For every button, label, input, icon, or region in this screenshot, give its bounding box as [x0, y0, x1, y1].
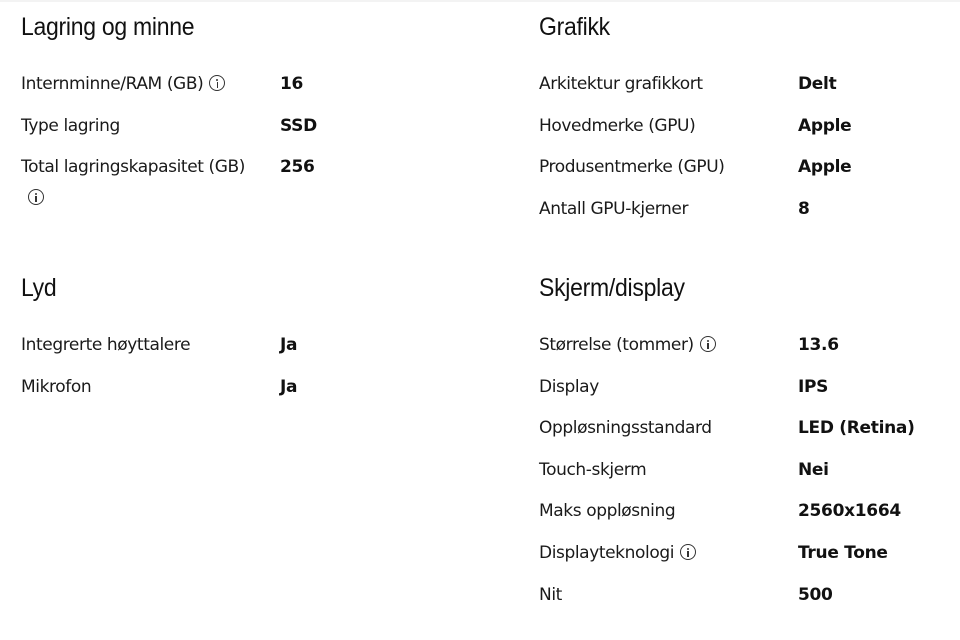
section-display [539, 274, 697, 303]
spec-value: Ja [280, 376, 298, 397]
spec-label: Oppløsningsstandard [539, 418, 712, 439]
spec-value: LED (Retina) [798, 418, 915, 439]
display-spec-list [539, 335, 939, 626]
spec-label: Integrerte høyttalere [21, 335, 191, 355]
spec-label: Total lagringskapasitet (GB) [21, 157, 246, 178]
spec-value: Ja [280, 335, 298, 355]
spec-value: Apple [798, 115, 852, 136]
info-circle-icon[interactable] [700, 336, 716, 352]
spec-label: Produsentmerke (GPU) [539, 157, 725, 178]
spec-value: IPS [798, 376, 829, 397]
spec-value: 2560x1664 [798, 501, 901, 522]
section-title: Lagring og minne [21, 13, 195, 41]
spec-value: True Tone [798, 542, 888, 563]
spec-label: Type lagring [21, 115, 120, 136]
spec-label: Antall GPU-kjerner [539, 198, 689, 219]
section-sound [21, 274, 59, 303]
spec-value: Delt [798, 74, 837, 94]
spec-value: 13.6 [798, 335, 839, 355]
spec-row [21, 157, 461, 217]
spec-value: 256 [280, 157, 315, 178]
info-circle-icon[interactable] [209, 75, 225, 91]
info-circle-icon[interactable] [28, 189, 44, 205]
spec-row [539, 199, 939, 241]
spec-label: Internminne/RAM (GB) [21, 74, 225, 94]
spec-label: Displayteknologi [539, 543, 696, 563]
spec-value: 16 [280, 74, 304, 94]
spec-value: Nei [798, 459, 829, 480]
spec-label: Nit [539, 584, 562, 605]
spec-row [539, 335, 939, 377]
sound-spec-list [21, 335, 461, 418]
section-storage [21, 13, 209, 42]
spec-row [539, 543, 939, 585]
graphics-spec-list [539, 74, 939, 240]
spec-row [539, 460, 939, 502]
spec-row [539, 116, 939, 158]
spec-row [539, 377, 939, 419]
spec-label: Hovedmerke (GPU) [539, 115, 696, 136]
spec-row [21, 335, 461, 377]
top-divider [0, 0, 960, 2]
storage-spec-list [21, 74, 461, 217]
spec-label: Størrelse (tommer) [539, 335, 716, 355]
spec-row [539, 157, 939, 199]
spec-row [539, 418, 939, 460]
spec-label: Touch-skjerm [539, 459, 647, 480]
spec-row [21, 116, 461, 158]
spec-row [539, 501, 939, 543]
spec-label: Maks oppløsning [539, 501, 676, 522]
spec-row [539, 74, 939, 116]
spec-row [539, 585, 939, 627]
spec-label: Mikrofon [21, 376, 92, 397]
spec-label: Display [539, 376, 599, 397]
spec-row [21, 74, 461, 116]
section-graphics [539, 13, 616, 42]
info-circle-icon[interactable] [680, 544, 696, 560]
spec-row [21, 377, 461, 419]
section-title: Grafikk [539, 13, 610, 41]
section-title: Skjerm/display [539, 274, 685, 302]
spec-label: Arkitektur grafikkort [539, 74, 703, 94]
spec-value: 8 [798, 198, 810, 219]
section-title: Lyd [21, 274, 57, 302]
spec-value: SSD [280, 115, 317, 136]
spec-value: 500 [798, 584, 833, 605]
spec-value: Apple [798, 157, 852, 178]
